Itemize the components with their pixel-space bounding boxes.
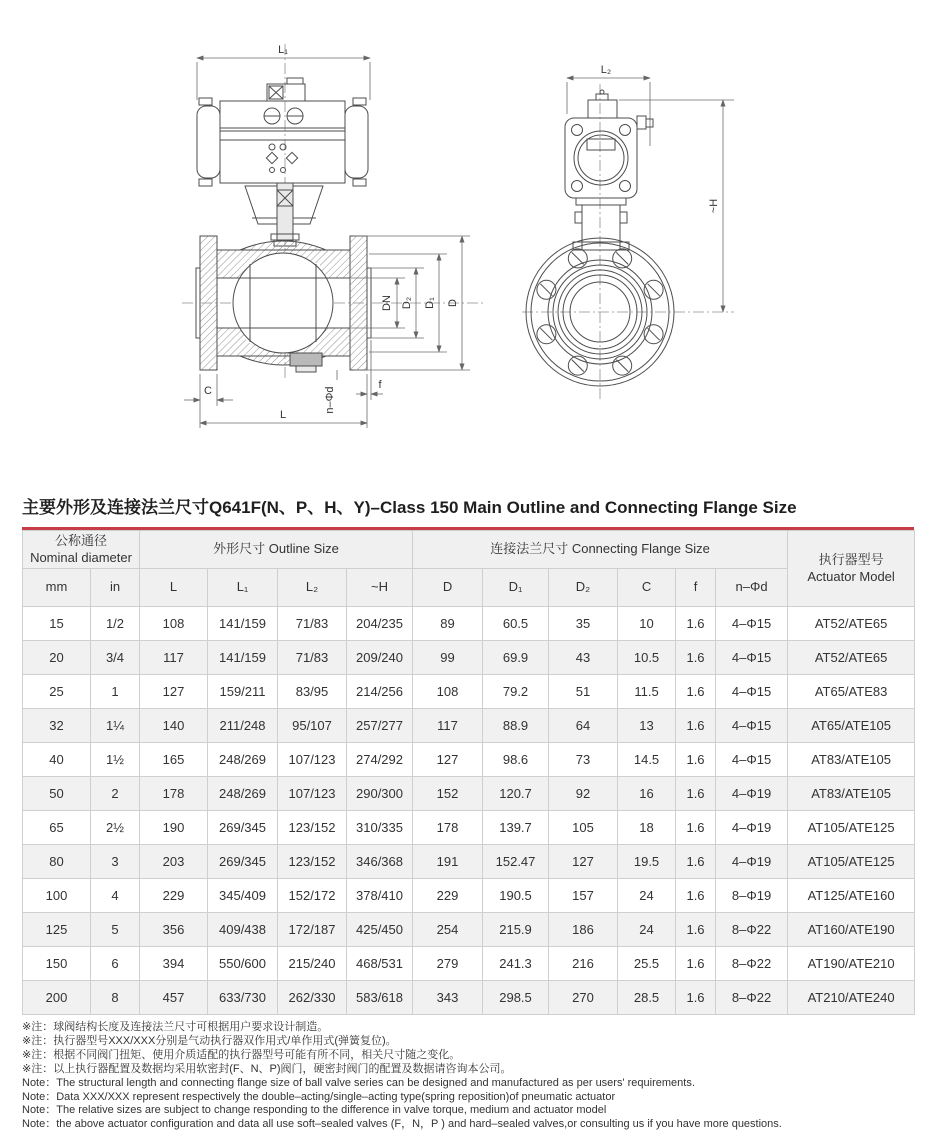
table-cell: 1.6 — [676, 675, 716, 709]
table-cell: 83/95 — [278, 675, 347, 709]
table-cell: 24 — [618, 879, 676, 913]
table-cell: 468/531 — [347, 947, 413, 981]
table-cell: 409/438 — [208, 913, 278, 947]
table-cell: 269/345 — [208, 845, 278, 879]
table-row — [23, 675, 915, 709]
table-cell: 1 — [91, 675, 140, 709]
table-cell: 215.9 — [483, 913, 549, 947]
table-cell: 43 — [549, 641, 618, 675]
table-cell: 274/292 — [347, 743, 413, 777]
table-cell: 13 — [618, 709, 676, 743]
table-cell: 378/410 — [347, 879, 413, 913]
table-cell: 117 — [140, 641, 208, 675]
table-cell: 191 — [413, 845, 483, 879]
table-cell: 141/159 — [208, 607, 278, 641]
column-header-L: L — [140, 569, 208, 607]
table-cell: 92 — [549, 777, 618, 811]
actuator-end-view — [565, 90, 653, 198]
table-cell: 343 — [413, 981, 483, 1015]
notes-section — [22, 1021, 914, 1132]
table-cell: 10 — [618, 607, 676, 641]
table-cell: 98.6 — [483, 743, 549, 777]
table-group-header-row — [23, 531, 915, 569]
page-title: 主要外形及连接法兰尺寸Q641F(N、P、H、Y)–Class 150 Main Outline and Connecting Flange Size — [22, 498, 797, 517]
table-cell: 269/345 — [208, 811, 278, 845]
table-cell: 127 — [549, 845, 618, 879]
table-row — [23, 709, 915, 743]
table-cell: 69.9 — [483, 641, 549, 675]
table-cell: 120.7 — [483, 777, 549, 811]
table-cell: 270 — [549, 981, 618, 1015]
table-cell: 633/730 — [208, 981, 278, 1015]
table-cell: 248/269 — [208, 743, 278, 777]
table-cell: 8–Φ19 — [716, 879, 788, 913]
table-cell: 1.6 — [676, 879, 716, 913]
label-DN: DN — [381, 295, 393, 311]
valve-body — [196, 236, 371, 372]
table-cell: 108 — [140, 607, 208, 641]
table-cell: 178 — [140, 777, 208, 811]
table-cell: 2½ — [91, 811, 140, 845]
table-cell: 298.5 — [483, 981, 549, 1015]
column-header-in: in — [91, 569, 140, 607]
table-cell: 248/269 — [208, 777, 278, 811]
table-row — [23, 641, 915, 675]
group-header-nominal-diameter — [23, 531, 140, 569]
label-D: D — [447, 299, 459, 307]
table-cell: 241.3 — [483, 947, 549, 981]
table-cell: 5 — [91, 913, 140, 947]
table-cell: 216 — [549, 947, 618, 981]
table-cell: 32 — [23, 709, 91, 743]
table-row — [23, 981, 915, 1015]
group-header-outline-size: 外形尺寸 Outline Size — [140, 531, 413, 569]
table-cell: 209/240 — [347, 641, 413, 675]
column-header-D2: D₂ — [549, 569, 618, 607]
table-cell: 425/450 — [347, 913, 413, 947]
table-cell: 1.6 — [676, 641, 716, 675]
table-cell: 190 — [140, 811, 208, 845]
column-header-mm: mm — [23, 569, 91, 607]
label-D2: D₂ — [401, 296, 413, 310]
table-cell: 19.5 — [618, 845, 676, 879]
table-cell: 1¼ — [91, 709, 140, 743]
label-D1: D₁ — [424, 297, 436, 309]
table-cell: 95/107 — [278, 709, 347, 743]
label-L2: L₂ — [600, 64, 612, 76]
table-cell: 583/618 — [347, 981, 413, 1015]
table-cell: 4–Φ19 — [716, 777, 788, 811]
table-cell: AT52/ATE65 — [788, 607, 915, 641]
table-cell: 24 — [618, 913, 676, 947]
table-cell: 2 — [91, 777, 140, 811]
table-cell: 105 — [549, 811, 618, 845]
table-cell: AT105/ATE125 — [788, 811, 915, 845]
table-cell: 157 — [549, 879, 618, 913]
table-cell: 25.5 — [618, 947, 676, 981]
table-cell: 79.2 — [483, 675, 549, 709]
table-cell: 1½ — [91, 743, 140, 777]
solenoid-box — [267, 78, 305, 101]
label-n-phi-d: n–Φd — [324, 386, 336, 414]
note-en-1: Note：The structural length and connecting flange size of ball valve series can be designed and manufactured as per users' requirements. — [22, 1076, 695, 1089]
label-L1: L₁ — [278, 44, 288, 56]
table-cell: 457 — [140, 981, 208, 1015]
table-cell: 35 — [549, 607, 618, 641]
table-cell: 80 — [23, 845, 91, 879]
dimension-H — [619, 100, 734, 312]
label-H: ~H — [708, 198, 720, 214]
table-cell: 64 — [549, 709, 618, 743]
table-body — [23, 607, 915, 1015]
label-f: f — [378, 379, 382, 391]
table-cell: 1.6 — [676, 709, 716, 743]
table-cell: 6 — [91, 947, 140, 981]
table-cell: AT160/ATE190 — [788, 913, 915, 947]
table-cell: 172/187 — [278, 913, 347, 947]
note-zh-2: ※注：执行器型号XXX/XXX分别是气动执行器双作用式/单作用式(弹簧复位)。 — [22, 1034, 397, 1047]
table-cell: AT52/ATE65 — [788, 641, 915, 675]
table-cell: 123/152 — [278, 811, 347, 845]
bracket-and-stem — [245, 183, 323, 246]
table-cell: 117 — [413, 709, 483, 743]
table-row — [23, 947, 915, 981]
group-header-actuator-en: Actuator Model — [807, 568, 895, 584]
table-cell: 51 — [549, 675, 618, 709]
table-cell: 16 — [618, 777, 676, 811]
table-cell: 65 — [23, 811, 91, 845]
table-cell: 214/256 — [347, 675, 413, 709]
table-cell: 100 — [23, 879, 91, 913]
table-cell: 1.6 — [676, 981, 716, 1015]
table-cell: AT83/ATE105 — [788, 777, 915, 811]
table-cell: 141/159 — [208, 641, 278, 675]
table-cell: 262/330 — [278, 981, 347, 1015]
table-cell: 4–Φ19 — [716, 811, 788, 845]
table-cell: 107/123 — [278, 743, 347, 777]
table-cell: AT65/ATE105 — [788, 709, 915, 743]
table-cell: 3 — [91, 845, 140, 879]
group-header-actuator-zh: 执行器型号 — [818, 552, 884, 568]
table-cell: 4–Φ15 — [716, 607, 788, 641]
table-row — [23, 811, 915, 845]
table-cell: AT125/ATE160 — [788, 879, 915, 913]
group-header-connecting-flange-size: 连接法兰尺寸 Connecting Flange Size — [413, 531, 788, 569]
column-header-C: C — [618, 569, 676, 607]
column-header-n-phi-d: n–Φd — [716, 569, 788, 607]
table-cell: 3/4 — [91, 641, 140, 675]
table-cell: 394 — [140, 947, 208, 981]
table-cell: 152.47 — [483, 845, 549, 879]
dimension-table — [22, 530, 915, 1015]
table-cell: 99 — [413, 641, 483, 675]
table-cell: 254 — [413, 913, 483, 947]
table-cell: 186 — [549, 913, 618, 947]
table-cell: 4–Φ19 — [716, 845, 788, 879]
neck-bracket — [573, 198, 629, 250]
column-header-f: f — [676, 569, 716, 607]
table-cell: AT105/ATE125 — [788, 845, 915, 879]
table-row — [23, 777, 915, 811]
table-cell: AT210/ATE240 — [788, 981, 915, 1015]
table-cell: 356 — [140, 913, 208, 947]
drain-plug — [290, 353, 322, 372]
table-cell: 1.6 — [676, 743, 716, 777]
label-C: C — [204, 385, 212, 397]
table-cell: 1.6 — [676, 607, 716, 641]
table-cell: 215/240 — [278, 947, 347, 981]
table-cell: 229 — [413, 879, 483, 913]
table-cell: 165 — [140, 743, 208, 777]
note-en-2: Note：Data XXX/XXX represent respectively the double–acting/single–acting type(spring reposition)of pneumatic actuator — [22, 1090, 616, 1103]
table-cell: 123/152 — [278, 845, 347, 879]
pneumatic-actuator — [197, 78, 368, 186]
note-en-4: Note：the above actuator configuration and data all use soft–sealed valves (F，N，P ) and hard–sealed valves,or consulting us if you have more questions. — [22, 1118, 782, 1131]
table-cell: 15 — [23, 607, 91, 641]
table-row — [23, 879, 915, 913]
column-header-L2: L₂ — [278, 569, 347, 607]
table-cell: 125 — [23, 913, 91, 947]
group-header-nominal-en: Nominal diameter — [30, 549, 132, 565]
table-cell: 127 — [140, 675, 208, 709]
note-zh-4: ※注：以上执行器配置及数据均采用软密封(F、N、P)阀门，硬密封阀门的配置及数据请咨询本公司。 — [22, 1062, 512, 1075]
table-cell: 71/83 — [278, 641, 347, 675]
table-cell: 139.7 — [483, 811, 549, 845]
table-cell: 20 — [23, 641, 91, 675]
table-cell: 140 — [140, 709, 208, 743]
table-column-header-row — [23, 569, 915, 607]
column-header-D1: D₁ — [483, 569, 549, 607]
table-cell: 18 — [618, 811, 676, 845]
column-header-D: D — [413, 569, 483, 607]
table-cell: 1.6 — [676, 947, 716, 981]
table-cell: 50 — [23, 777, 91, 811]
table-cell: AT65/ATE83 — [788, 675, 915, 709]
table-row — [23, 913, 915, 947]
table-cell: 1/2 — [91, 607, 140, 641]
table-row — [23, 607, 915, 641]
table-cell: 345/409 — [208, 879, 278, 913]
table-cell: 4–Φ15 — [716, 641, 788, 675]
note-zh-1: ※注：球阀结构长度及连接法兰尺寸可根据用户要求设计制造。 — [22, 1021, 329, 1033]
table-cell: 4–Φ15 — [716, 709, 788, 743]
table-cell: 4–Φ15 — [716, 675, 788, 709]
table-cell: 257/277 — [347, 709, 413, 743]
valve-front-view-drawing — [140, 28, 500, 458]
column-header-L1: L₁ — [208, 569, 278, 607]
table-cell: 279 — [413, 947, 483, 981]
table-cell: 73 — [549, 743, 618, 777]
table-cell: 152 — [413, 777, 483, 811]
table-cell: 550/600 — [208, 947, 278, 981]
table-cell: 108 — [413, 675, 483, 709]
table-cell: 8–Φ22 — [716, 981, 788, 1015]
table-cell: 8–Φ22 — [716, 913, 788, 947]
table-cell: 88.9 — [483, 709, 549, 743]
table-cell: 159/211 — [208, 675, 278, 709]
column-header-H: ~H — [347, 569, 413, 607]
table-cell: 71/83 — [278, 607, 347, 641]
table-cell: 28.5 — [618, 981, 676, 1015]
table-cell: 1.6 — [676, 777, 716, 811]
table-cell: 346/368 — [347, 845, 413, 879]
table-cell: 60.5 — [483, 607, 549, 641]
table-cell: 229 — [140, 879, 208, 913]
table-cell: 204/235 — [347, 607, 413, 641]
table-cell: 127 — [413, 743, 483, 777]
table-cell: 14.5 — [618, 743, 676, 777]
table-cell: 10.5 — [618, 641, 676, 675]
table-cell: 4 — [91, 879, 140, 913]
table-cell: 11.5 — [618, 675, 676, 709]
table-cell: 25 — [23, 675, 91, 709]
table-cell: 89 — [413, 607, 483, 641]
table-cell: 150 — [23, 947, 91, 981]
valve-side-view-drawing — [520, 40, 810, 440]
table-cell: 4–Φ15 — [716, 743, 788, 777]
table-cell: 107/123 — [278, 777, 347, 811]
label-L: L — [279, 409, 287, 421]
table-cell: AT190/ATE210 — [788, 947, 915, 981]
table-row — [23, 845, 915, 879]
table-cell: 8 — [91, 981, 140, 1015]
table-cell: 1.6 — [676, 845, 716, 879]
table-cell: 1.6 — [676, 913, 716, 947]
table-cell: 152/172 — [278, 879, 347, 913]
table-cell: 178 — [413, 811, 483, 845]
table-row — [23, 743, 915, 777]
table-cell: 8–Φ22 — [716, 947, 788, 981]
table-cell: 190.5 — [483, 879, 549, 913]
table-cell: AT83/ATE105 — [788, 743, 915, 777]
note-en-3: Note：The relative sizes are subject to change responding to the difference in valve torque, medium and actuator model — [22, 1104, 607, 1117]
table-cell: 1.6 — [676, 811, 716, 845]
table-cell: 203 — [140, 845, 208, 879]
table-cell: 290/300 — [347, 777, 413, 811]
table-cell: 40 — [23, 743, 91, 777]
dimension-L2 — [567, 64, 650, 146]
group-header-nominal-zh: 公称通径 — [54, 533, 107, 549]
table-cell: 310/335 — [347, 811, 413, 845]
table-cell: 211/248 — [208, 709, 278, 743]
table-cell: 200 — [23, 981, 91, 1015]
note-zh-3: ※注：根据不同阀门扭矩、使用介质适配的执行器型号可能有所不同，相关尺寸随之变化。 — [22, 1048, 461, 1061]
group-header-actuator-model — [788, 531, 915, 607]
